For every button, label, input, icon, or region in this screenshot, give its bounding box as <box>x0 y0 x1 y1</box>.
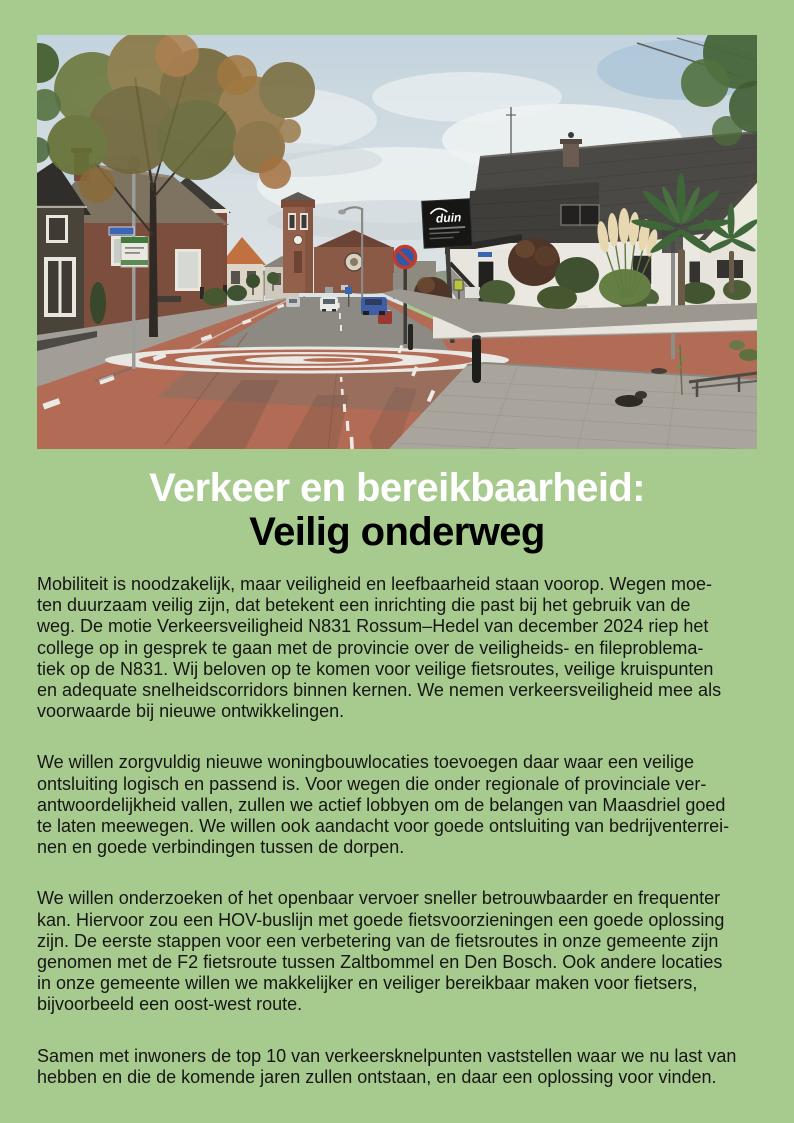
body-line: Samen met inwoners de top 10 van verkeersknelpunten vaststellen waar we nu last van <box>37 1045 737 1066</box>
body-line: kan. Hiervoor zou een HOV-buslijn met goede fietsvoorzieningen een goede oplossing <box>37 909 725 930</box>
body-line: We willen onderzoeken of het openbaar vervoer sneller betrouwbaarder en frequenter <box>37 888 721 909</box>
body-line: en adequate snelheidscorridors binnen kernen. We nemen verkeersveiligheid mee als <box>37 680 722 701</box>
paragraph-openbaar-vervoer <box>37 888 761 1015</box>
paragraph-woningbouw <box>37 752 761 858</box>
page-title-line1: Verkeer en bereikbaarheid: <box>149 466 645 510</box>
duin-sign-text: duin <box>435 210 462 226</box>
body-line: antwoordelijkheid vallen, zullen we actief lobbyen om de belangen van Maasdriel goed <box>37 794 726 815</box>
body-line: college op in gesprek te gaan met de provincie over de veiligheids- en fileproblema- <box>37 637 704 658</box>
body-line: We willen zorgvuldig nieuwe woningbouwlocaties toevoegen daar waar een veilige <box>37 752 695 773</box>
body-line: ten duurzaam veilig zijn, dat betekent een inrichting die past bij het gebruik van de <box>37 595 691 616</box>
body-line: ontsluiting logisch en passend is. Voor wegen die onder regionale of provinciale ver- <box>37 773 707 794</box>
body-text <box>37 574 761 1118</box>
body-line: tiek op de N831. Wij beloven op te komen voor veilige fietsroutes, veilige kruispunten <box>37 658 714 679</box>
body-line: nen en goede verbindingen tussen de dorpen. <box>37 837 405 858</box>
street-photo-illustration <box>37 35 757 449</box>
body-line: te laten meewegen. We willen ook aandacht voor goede ontsluiting van bedrijventerrei- <box>37 816 730 837</box>
street-photo <box>37 35 757 449</box>
body-line: weg. De motie Verkeersveiligheid N831 Rossum–Hedel van december 2024 riep het <box>37 616 709 637</box>
body-line: hebben en die de komende jaren zullen ontstaan, en daar een oplossing voor vinden. <box>37 1066 717 1087</box>
page-title-line2: Veilig onderweg <box>249 510 545 554</box>
body-line: voorwaarde bij nieuwe ontwikkelingen. <box>37 701 345 722</box>
body-line: genomen met de F2 fietsroute tussen Zaltbommel en Den Bosch. Ook andere locaties <box>37 952 723 973</box>
body-line: zijn. De eerste stappen voor een verbetering van de fietsroutes in onze gemeente zijn <box>37 930 719 951</box>
paragraph-knelpunten <box>37 1046 761 1088</box>
body-line: Mobiliteit is noodzakelijk, maar veiligheid en leefbaarheid staan voorop. Wegen moe- <box>37 574 713 594</box>
body-line: bijvoorbeeld een oost-west route. <box>37 994 303 1015</box>
paragraph-mobiliteit <box>37 574 761 722</box>
body-line: in onze gemeente willen we makkelijker en veiliger bereikbaar maken voor fietsers, <box>37 973 698 994</box>
mini-roundabout-marking <box>105 347 509 374</box>
